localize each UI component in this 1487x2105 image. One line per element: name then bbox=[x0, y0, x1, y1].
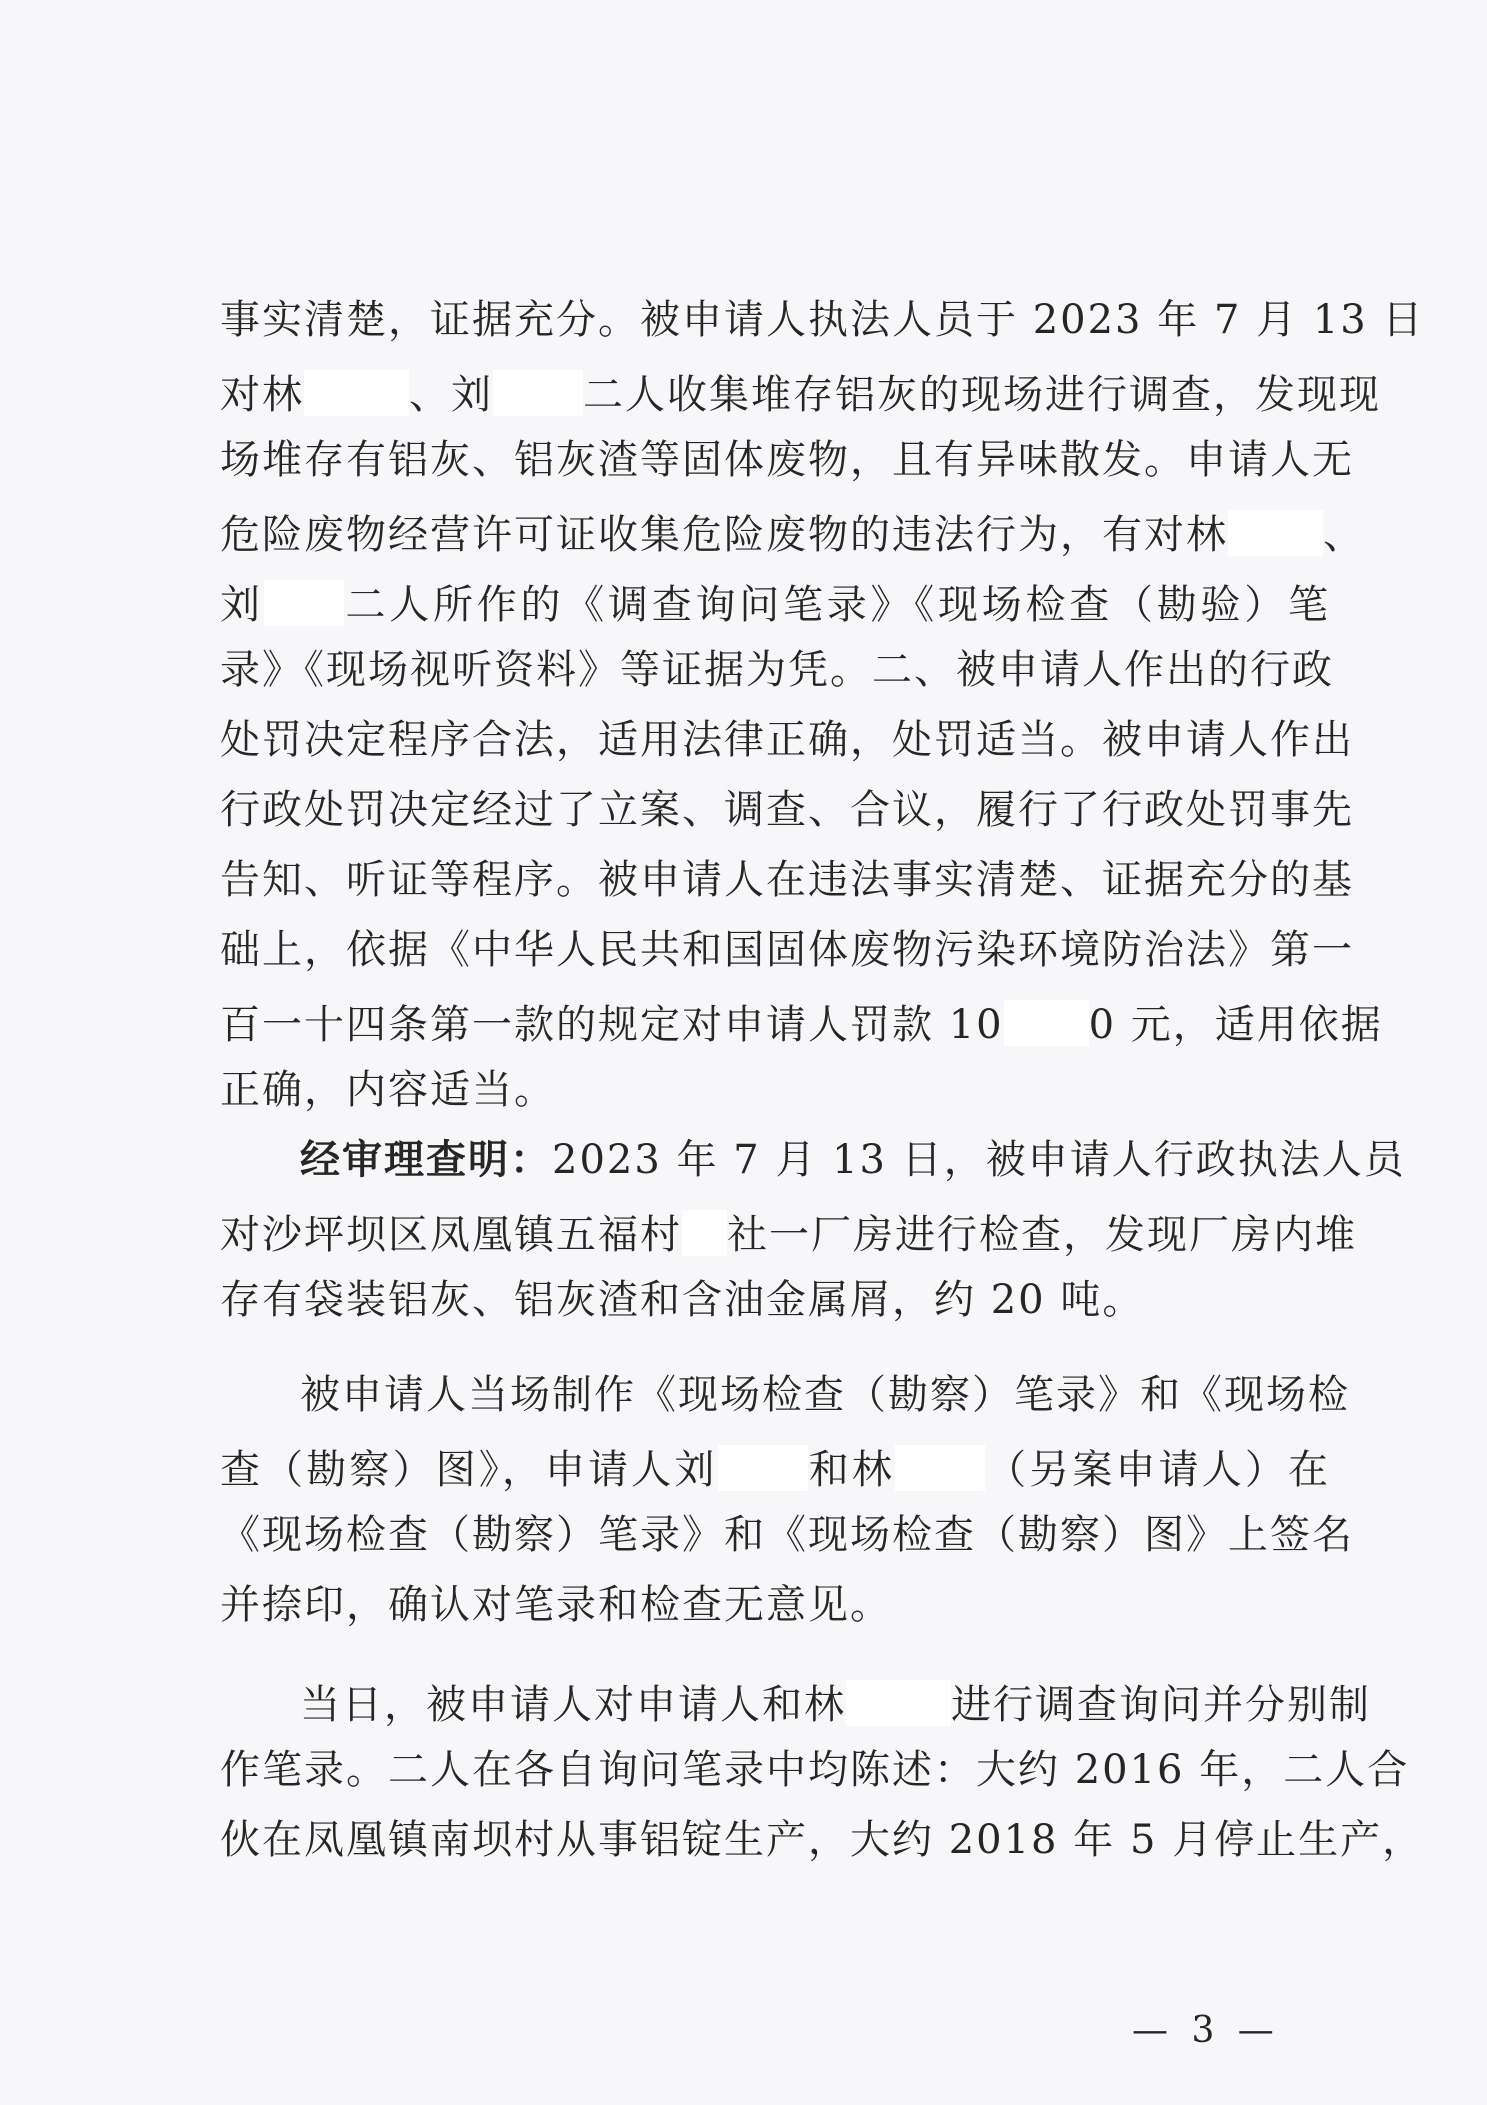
redaction-box bbox=[682, 1210, 727, 1256]
redaction-box bbox=[718, 1445, 808, 1491]
text-line: 查（勘察）图》，申请人刘 和林 （另案申请人）在 bbox=[220, 1447, 1331, 1493]
redaction-box bbox=[1004, 1000, 1089, 1046]
text-line: 正确，内容适当。 bbox=[220, 1067, 556, 1113]
redaction-box bbox=[1228, 510, 1323, 556]
text-line: 《现场检查（勘察）笔录》和《现场检查（勘察）图》上签名 bbox=[220, 1512, 1354, 1558]
text-line: 对沙坪坝区凤凰镇五福村 社一厂房进行检查，发现厂房内堆 bbox=[220, 1212, 1357, 1258]
redaction-box bbox=[846, 1680, 951, 1726]
text-line: 经审理查明：2023 年 7 月 13 日，被申请人行政执法人员 bbox=[300, 1136, 1406, 1183]
text-line: 作笔录。二人在各自询问笔录中均陈述：大约 2016 年，二人合 bbox=[220, 1747, 1410, 1793]
text-line: 告知、听证等程序。被申请人在违法事实清楚、证据充分的基 bbox=[220, 857, 1354, 903]
page-number: — 3 — bbox=[1132, 2010, 1280, 2051]
text-line: 存有袋装铝灰、铝灰渣和含油金属屑，约 20 吨。 bbox=[220, 1277, 1145, 1323]
redaction-box bbox=[264, 580, 344, 626]
text-line: 事实清楚，证据充分。被申请人执法人员于 2023 年 7 月 13 日 bbox=[220, 297, 1425, 343]
text-line: 录》《现场视听资料》等证据为凭。二、被申请人作出的行政 bbox=[220, 647, 1334, 693]
redaction-box bbox=[304, 370, 409, 416]
redaction-box bbox=[493, 370, 583, 416]
text-line: 处罚决定程序合法，适用法律正确，处罚适当。被申请人作出 bbox=[220, 717, 1354, 763]
text-line: 并捺印，确认对笔录和检查无意见。 bbox=[220, 1582, 892, 1628]
text-line: 被申请人当场制作《现场检查（勘察）笔录》和《现场检 bbox=[300, 1372, 1350, 1418]
text-line: 行政处罚决定经过了立案、调查、合议，履行了行政处罚事先 bbox=[220, 787, 1354, 833]
text-line: 当日，被申请人对申请人和林 进行调查询问并分别制 bbox=[300, 1682, 1371, 1728]
redaction-box bbox=[895, 1445, 985, 1491]
text-line: 础上，依据《中华人民共和国固体废物污染环境防治法》第一 bbox=[220, 927, 1354, 973]
text-line: 刘 二人所作的《调查询问笔录》《现场检查（勘验）笔 bbox=[220, 582, 1330, 628]
text-line: 场堆存有铝灰、铝灰渣等固体废物，且有异味散发。申请人无 bbox=[220, 437, 1354, 483]
text-line: 百一十四条第一款的规定对申请人罚款 10 0 元，适用依据 bbox=[220, 1002, 1383, 1048]
text-line: 危险废物经营许可证收集危险废物的违法行为，有对林 、 bbox=[220, 512, 1365, 558]
finding-heading: 经审理查明： bbox=[300, 1136, 552, 1183]
text-line: 伙在凤凰镇南坝村从事铝锭生产，大约 2018 年 5 月停止生产， bbox=[220, 1817, 1425, 1863]
text-line: 对林 、刘 二人收集堆存铝灰的现场进行调查，发现现 bbox=[220, 372, 1381, 418]
